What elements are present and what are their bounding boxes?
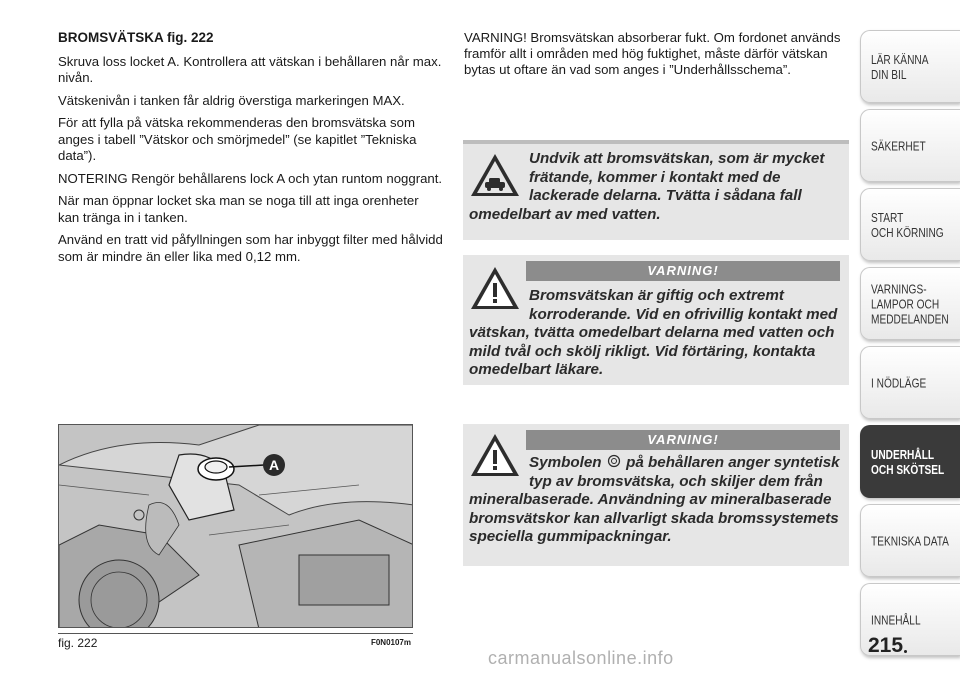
- symbol-description: på behållaren anger syntetisk typ av bromsvätska, och skiljer dem från mineralbaserade. Användning av mineralbaserade bromsvätskor kan allvarligt skada bromssystemets speciella gummipackningar.: [469, 454, 840, 545]
- paragraph: Skruva loss locket A. Kontrollera att vätskan i behållaren når max. nivån.: [58, 53, 442, 85]
- tab-label: I NÖDLÄGE: [871, 375, 927, 390]
- chapter-tabs: [860, 30, 960, 662]
- exclamation-warning-icon: [469, 432, 521, 478]
- tab-start-och-korning[interactable]: [860, 188, 960, 261]
- engine-bay-illustration: [59, 425, 413, 628]
- figure-caption-text: fig. 222: [58, 636, 98, 650]
- symbol-label: Symbolen: [529, 454, 602, 471]
- tab-label: LÄR KÄNNA DIN BIL: [871, 51, 929, 82]
- tab-lar-kanna-din-bil[interactable]: [860, 30, 960, 103]
- tab-label: TEKNISKA DATA: [871, 533, 949, 548]
- warning-intro: VARNING! Bromsvätskan absorberar fukt. Om fordonet används framför allt i områden med hög fuktighet, måste därför vätskan bytas ut oftare än vad som anges i ”Underhållsschema”.: [464, 30, 841, 77]
- toxic-warning-text: Bromsvätskan är giftig och extremt korroderande. Vid en ofrivillig kontakt med vätskan, tvätta omedelbart delarna med vatten och mild tvål och skölj rikligt. Vid förtäring, kontakta omedelbart läkare.: [469, 287, 838, 378]
- tab-sakerhet[interactable]: [860, 109, 960, 182]
- watermark: carmanualsonline.info: [488, 648, 674, 668]
- section-heading: BROMSVÄTSKA fig. 222: [58, 30, 214, 45]
- paint-warning-box: [463, 140, 849, 240]
- car-warning-icon: [469, 152, 521, 198]
- tab-label: INNEHÅLL: [871, 612, 921, 627]
- exclamation-warning-icon: [469, 265, 521, 311]
- tab-label: VARNINGS- LAMPOR OCH MEDDELANDEN: [871, 281, 949, 326]
- page-number: 215: [868, 634, 904, 657]
- tab-i-nodlage[interactable]: [860, 346, 960, 419]
- left-column: [58, 30, 443, 271]
- brake-fluid-symbol-icon: [606, 454, 622, 468]
- tab-label: UNDERHÅLL OCH SKÖTSEL: [871, 446, 945, 477]
- paragraph: Använd en tratt vid påfyllningen som har inbyggt filter med hålvidd som är mindre än eller lika med 0,12 mm.: [58, 232, 443, 264]
- paragraph: När man öppnar locket ska man se noga till att inga orenheter kan tränga in i tanken.: [58, 193, 419, 225]
- page-dot: [904, 650, 907, 653]
- warning-title-bar: VARNING!: [526, 261, 840, 281]
- tab-label: SÄKERHET: [871, 138, 926, 153]
- figure-code: F0N0107m: [370, 638, 411, 647]
- paragraph: NOTERING Rengör behållarens lock A och ytan runtom noggrant.: [58, 170, 443, 186]
- tab-underhall-och-skotsel[interactable]: [860, 425, 960, 498]
- warning-title-bar: VARNING!: [526, 430, 840, 450]
- callout-a-label: A: [268, 457, 280, 473]
- paragraph: För att fylla på vätska rekommenderas den bromsvätska som anges i tabell ”Vätskor och smörjmedel” (se kapitlet ”Tekniska data”).: [58, 115, 417, 163]
- tab-varningslampor[interactable]: [860, 267, 960, 340]
- paragraph: Vätskenivån i tanken får aldrig överstiga markeringen MAX.: [58, 92, 405, 108]
- paint-warning-text: Undvik att bromsvätskan, som är mycket frätande, kommer i kontakt med de lackerade delarna. Tvätta i sådana fall omedelbart av med vatten.: [469, 150, 825, 223]
- figure-caption: [58, 633, 413, 650]
- engine-bay-figure: [58, 424, 413, 628]
- tab-tekniska-data[interactable]: [860, 504, 960, 577]
- tab-label: START OCH KÖRNING: [871, 209, 944, 240]
